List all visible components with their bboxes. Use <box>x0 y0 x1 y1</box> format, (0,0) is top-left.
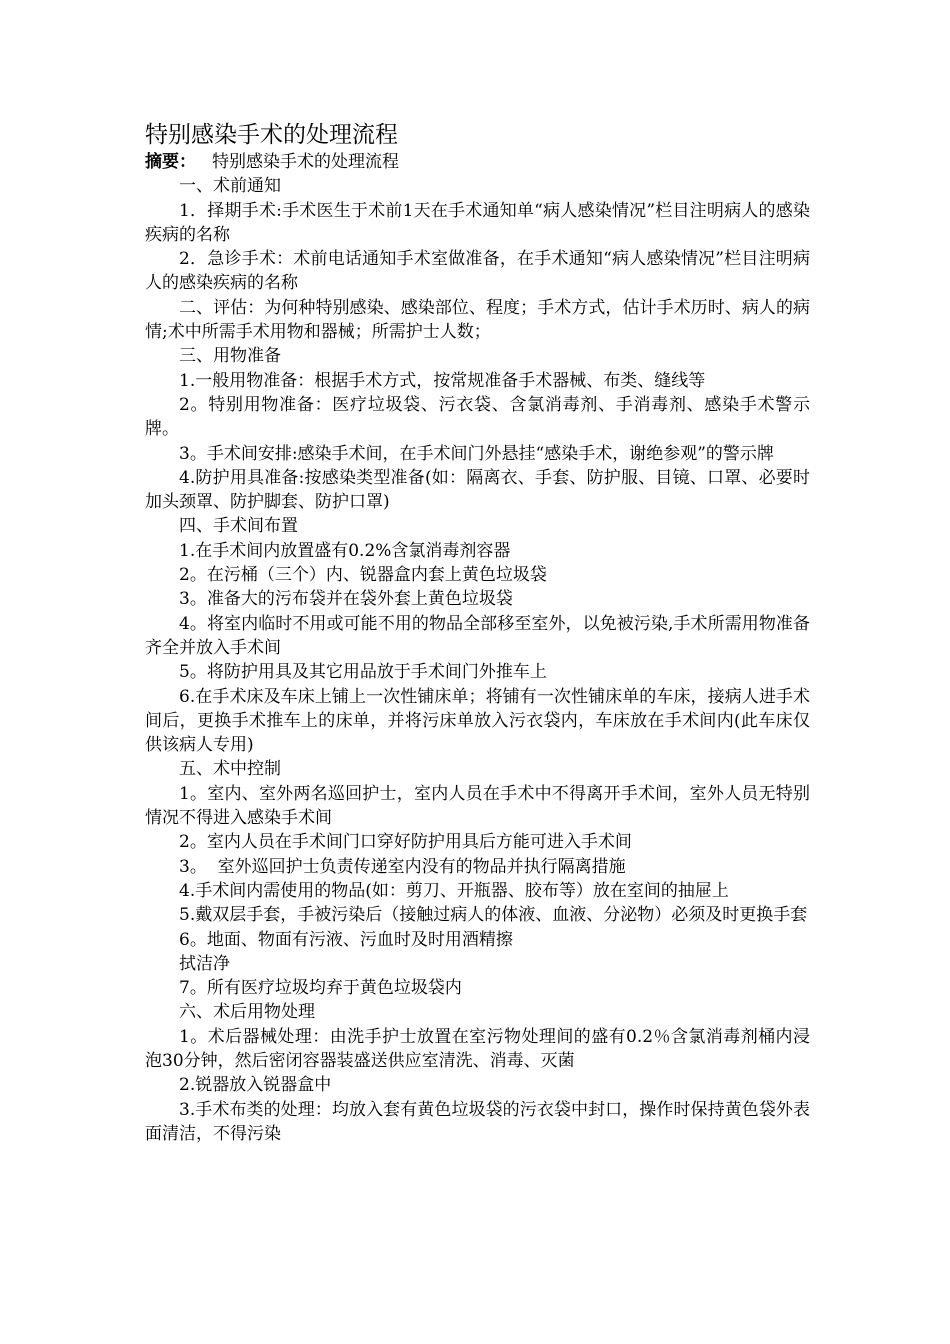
section-heading-notice: 一、术前通知 <box>179 176 281 197</box>
paragraph: 1.在手术间内放置盛有0.2%含氯消毒剂容器 <box>179 540 511 561</box>
paragraph: 6。地面、物面有污液、污血时及时用酒精擦 <box>179 929 513 950</box>
paragraph: 5。将防护用具及其它用品放于手术间门外推车上 <box>179 662 547 683</box>
paragraph: 7。所有医疗垃圾均弃于黄色垃圾袋内 <box>179 978 462 999</box>
paragraph: 4.防护用具准备:按感染类型准备(如：隔离衣、手套、防护服、目镜、口罩、必要时加头颈罩、防护脚套、防护口罩) <box>145 467 810 513</box>
paragraph: 3.手术布类的处理：均放入套有黄色垃圾袋的污衣袋中封口，操作时保持黄色袋外表面清洁，不得污染 <box>145 1099 810 1144</box>
section-heading-intraop: 五、术中控制 <box>179 759 281 780</box>
document-page <box>145 120 810 1146</box>
paragraph: 1．择期手术:手术医生于术前1天在手术通知单“病人感染情况”栏目注明病人的感染疾病的名称 <box>145 200 810 245</box>
paragraph: 2。在污桶（三个）内、锐器盒内套上黄色垃圾袋 <box>179 565 547 586</box>
paragraph: 1。术后器械处理：由洗手护士放置在室污物处理间的盛有0.2％含氯消毒剂桶内浸泡30分钟，然后密闭容器装盛送供应室清洗、消毒、灭菌 <box>145 1026 810 1071</box>
paragraph: 5.戴双层手套，手被污染后（接触过病人的体液、血液、分泌物）必须及时更换手套 <box>179 905 808 926</box>
abstract-label: 摘要： <box>145 152 196 172</box>
paragraph: 6.在手术床及车床上铺上一次性铺床单；将铺有一次性铺床单的车床，接病人进手术间后，更换手术推车上的床单，并将污床单放入污衣袋内，车床放在手术间内(此车床仅供该病人专用) <box>145 686 810 756</box>
paragraph: 4。将室内临时不用或可能不用的物品全部移至室外，以免被污染,手术所需用物准备齐全并放入手术间 <box>145 613 810 658</box>
section-heading-postop: 六、术后用物处理 <box>179 1002 315 1023</box>
paragraph: 3。手术间安排:感染手术间，在手术间门外悬挂“感染手术，谢绝参观”的警示牌 <box>179 443 774 464</box>
paragraph: 1.一般用物准备：根据手术方式，按常规准备手术器械、布类、缝线等 <box>179 370 706 391</box>
paragraph: 2．急诊手术：术前电话通知手术室做准备，在手术通知“病人感染情况”栏目注明病人的感染疾病的名称 <box>145 249 810 294</box>
paragraph: 2。室内人员在手术间门口穿好防护用具后方能可进入手术间 <box>179 832 632 853</box>
abstract-line <box>145 150 810 174</box>
paragraph: 2。特别用物准备：医疗垃圾袋、污衣袋、含氯消毒剂、手消毒剂、感染手术警示牌。 <box>145 394 810 440</box>
paragraph-continuation: 拭洁净 <box>179 953 230 974</box>
section-heading-room-layout: 四、手术间布置 <box>179 516 298 537</box>
paragraph: 1。室内、室外两名巡回护士，室内人员在手术中不得离开手术间，室外人员无特别情况不得进入感染手术间 <box>145 783 810 829</box>
paragraph: 2.锐器放入锐器盒中 <box>179 1075 332 1096</box>
document-title: 特别感染手术的处理流程 <box>145 122 398 148</box>
section-heading-supplies: 三、用物准备 <box>179 346 281 367</box>
paragraph-assessment: 二、评估：为何种特别感染、感染部位、程度；手术方式，估计手术历时、病人的病情;术中所需手术用物和器械；所需护士人数； <box>145 297 810 343</box>
paragraph: 4.手术间内需使用的物品(如：剪刀、开瓶器、胶布等）放在室间的抽屉上 <box>179 880 729 901</box>
paragraph: 3。 室外巡回护士负责传递室内没有的物品并执行隔离措施 <box>179 856 626 877</box>
paragraph: 3。准备大的污布袋并在袋外套上黄色垃圾袋 <box>179 589 513 610</box>
abstract-text: 特别感染手术的处理流程 <box>212 152 399 172</box>
